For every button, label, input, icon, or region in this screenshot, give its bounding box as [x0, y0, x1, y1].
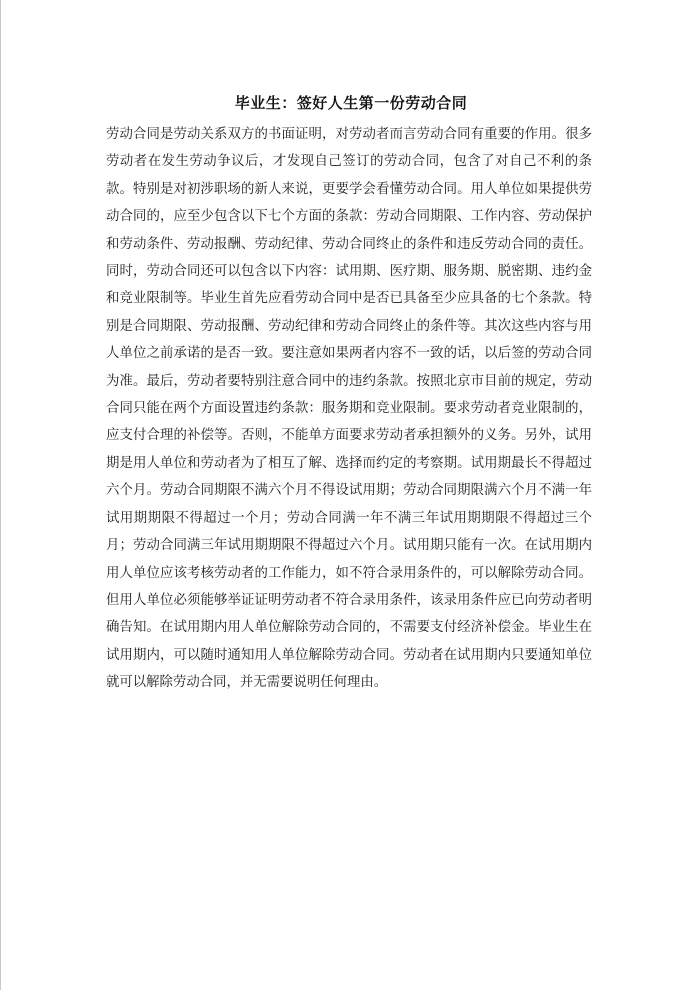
document-body-text: 劳动合同是劳动关系双方的书面证明，对劳动者而言劳动合同有重要的作用。很多劳动者在发生劳动争议后，才发现自己签订的劳动合同，包含了对自己不利的条款。特别是对初涉职场的新人来说，更要学会看懂劳动合同。用人单位如果提供劳动合同的，应至少包含以下七个方面的条款：劳动合同期限、工作内容、劳动保护和劳动条件、劳动报酬、劳动纪律、劳动合同终止的条件和违反劳动合同的责任。同时，劳动合同还可以包含以下内容：试用期、医疗期、服务期、脱密期、违约金和竞业限制等。毕业生首先应看劳动合同中是否已具备至少应具备的七个条款。特别是合同期限、劳动报酬、劳动纪律和劳动合同终止的条件等。其次这些内容与用人单位之前承诺的是否一致。要注意如果两者内容不一致的话，以后签的劳动合同为准。最后，劳动者要特别注意合同中的违约条款。按照北京市目前的规定，劳动合同只能在两个方面设置违约条款：服务期和竞业限制。要求劳动者竞业限制的，应支付合理的补偿等。否则，不能单方面要求劳动者承担额外的义务。另外，试用期是用人单位和劳动者为了相互了解、选择而约定的考察期。试用期最长不得超过六个月。劳动合同期限不满六个月不得设试用期；劳动合同期限满六个月不满一年试用期期限不得超过一个月；劳动合同满一年不满三年试用期期限不得超过三个月；劳动合同满三年试用期期限不得超过六个月。试用期只能有一次。在试用期内用人单位应该考核劳动者的工作能力，如不符合录用条件的，可以解除劳动合同。但用人单位必须能够举证证明劳动者不符合录用条件，该录用条件应已向劳动者明确告知。在试用期内用人单位解除劳动合同的，不需要支付经济补偿金。毕业生在试用期内，可以随时通知用人单位解除劳动合同。劳动者在试用期内只要通知单位就可以解除劳动合同，并无需要说明任何理由。 [106, 127, 592, 691]
document-title: 毕业生：签好人生第一份劳动合同 [234, 94, 468, 112]
